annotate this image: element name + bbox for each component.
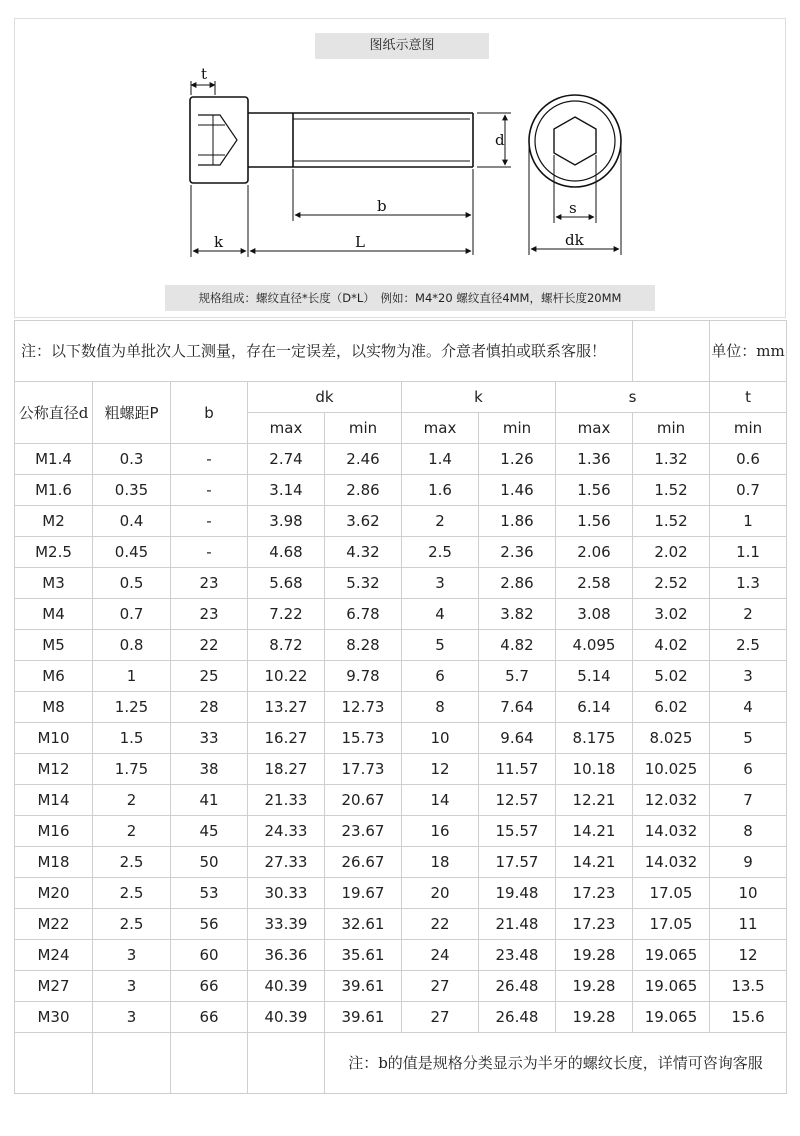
table-cell: 14.032 — [633, 847, 710, 878]
table-cell: 2.86 — [479, 568, 556, 599]
table-cell: 24.33 — [248, 816, 325, 847]
table-row — [15, 723, 787, 754]
table-cell: 12.032 — [633, 785, 710, 816]
table-cell: 53 — [171, 878, 248, 909]
dim-label-s: s — [569, 199, 577, 217]
dim-label-d: d — [495, 131, 505, 149]
table-cell: 45 — [171, 816, 248, 847]
table-cell: 1.75 — [93, 754, 171, 785]
table-cell: 23 — [171, 568, 248, 599]
table-cell: 32.61 — [325, 909, 402, 940]
table-row — [15, 568, 787, 599]
table-cell: 1.3 — [710, 568, 787, 599]
table-cell: 19.28 — [556, 940, 633, 971]
table-row — [15, 444, 787, 475]
table-cell: 5.02 — [633, 661, 710, 692]
table-cell: 36.36 — [248, 940, 325, 971]
table-cell: 2.46 — [325, 444, 402, 475]
table-cell: 38 — [171, 754, 248, 785]
table-cell: 26.48 — [479, 1002, 556, 1033]
table-cell: 23.48 — [479, 940, 556, 971]
table-cell: 0.4 — [93, 506, 171, 537]
table-cell: 6.78 — [325, 599, 402, 630]
table-cell: 27.33 — [248, 847, 325, 878]
table-cell: 9.78 — [325, 661, 402, 692]
table-cell: 66 — [171, 971, 248, 1002]
table-row — [15, 754, 787, 785]
table-row — [15, 537, 787, 568]
table-cell: 12.73 — [325, 692, 402, 723]
header-dk: dk — [248, 382, 402, 413]
table-cell: 10.22 — [248, 661, 325, 692]
table-cell: 26.48 — [479, 971, 556, 1002]
blank-cell — [171, 1033, 248, 1094]
table-cell: M30 — [15, 1002, 93, 1033]
header-t: t — [710, 382, 787, 413]
table-cell: 1.5 — [93, 723, 171, 754]
table-cell: 1.32 — [633, 444, 710, 475]
header-k-max: max — [402, 413, 479, 444]
table-cell: 39.61 — [325, 1002, 402, 1033]
table-cell: 4.095 — [556, 630, 633, 661]
dim-label-t: t — [201, 65, 208, 83]
dim-label-L: L — [355, 233, 365, 251]
table-cell: 6.02 — [633, 692, 710, 723]
table-cell: 11.57 — [479, 754, 556, 785]
table-cell: 1.6 — [402, 475, 479, 506]
table-cell: 2.58 — [556, 568, 633, 599]
table-cell: 2.5 — [93, 909, 171, 940]
blank-cell — [633, 321, 710, 382]
table-cell: 1.25 — [93, 692, 171, 723]
table-row — [15, 692, 787, 723]
table-cell: 33 — [171, 723, 248, 754]
table-cell: 0.45 — [93, 537, 171, 568]
table-cell: 4.82 — [479, 630, 556, 661]
table-cell: 21.48 — [479, 909, 556, 940]
table-cell: 35.61 — [325, 940, 402, 971]
table-cell: M20 — [15, 878, 93, 909]
table-cell: 14.032 — [633, 816, 710, 847]
table-cell: 9.64 — [479, 723, 556, 754]
table-cell: M4 — [15, 599, 93, 630]
table-cell: 12.57 — [479, 785, 556, 816]
table-cell: 39.61 — [325, 971, 402, 1002]
table-cell: 8.28 — [325, 630, 402, 661]
table-cell: 8.72 — [248, 630, 325, 661]
table-cell: 18 — [402, 847, 479, 878]
table-cell: 28 — [171, 692, 248, 723]
table-cell: 17.73 — [325, 754, 402, 785]
table-cell: 2 — [402, 506, 479, 537]
table-cell: 17.05 — [633, 909, 710, 940]
table-cell: M10 — [15, 723, 93, 754]
header-k-min: min — [479, 413, 556, 444]
table-cell: 19.065 — [633, 1002, 710, 1033]
table-cell: 27 — [402, 1002, 479, 1033]
spec-table — [14, 320, 787, 1094]
table-cell: 10.025 — [633, 754, 710, 785]
table-row — [15, 940, 787, 971]
table-row — [15, 475, 787, 506]
table-cell: 3.14 — [248, 475, 325, 506]
table-cell: 2.74 — [248, 444, 325, 475]
table-cell: M2 — [15, 506, 93, 537]
table-cell: 22 — [402, 909, 479, 940]
blank-cell — [93, 1033, 171, 1094]
table-cell: 4 — [710, 692, 787, 723]
table-row — [15, 630, 787, 661]
table-cell: 8 — [402, 692, 479, 723]
table-cell: 3.62 — [325, 506, 402, 537]
table-cell: M24 — [15, 940, 93, 971]
drawing-title: 图纸示意图 — [315, 33, 489, 59]
table-row — [15, 599, 787, 630]
header-k: k — [402, 382, 556, 413]
table-cell: 50 — [171, 847, 248, 878]
table-cell: 7 — [710, 785, 787, 816]
table-cell: 12 — [402, 754, 479, 785]
table-cell: 14 — [402, 785, 479, 816]
table-cell: 1.4 — [402, 444, 479, 475]
drawing-caption: 规格组成：螺纹直径*长度（D*L） 例如：M4*20 螺纹直径4MM，螺杆长度20MM — [165, 285, 655, 311]
table-cell: 6.14 — [556, 692, 633, 723]
bolt-diagram — [15, 19, 787, 279]
table-cell: 19.48 — [479, 878, 556, 909]
table-cell: 4 — [402, 599, 479, 630]
table-cell: 15.57 — [479, 816, 556, 847]
table-cell: 3.08 — [556, 599, 633, 630]
table-cell: 4.68 — [248, 537, 325, 568]
table-cell: 27 — [402, 971, 479, 1002]
table-cell: 16.27 — [248, 723, 325, 754]
table-cell: 19.065 — [633, 940, 710, 971]
table-cell: 26.67 — [325, 847, 402, 878]
table-cell: 15.6 — [710, 1002, 787, 1033]
table-cell: 2.5 — [93, 847, 171, 878]
header-s-max: max — [556, 413, 633, 444]
table-cell: 10 — [402, 723, 479, 754]
table-cell: 23 — [171, 599, 248, 630]
table-cell: 40.39 — [248, 971, 325, 1002]
table-cell: 7.64 — [479, 692, 556, 723]
table-cell: 2.5 — [402, 537, 479, 568]
table-cell: 3.02 — [633, 599, 710, 630]
table-cell: 19.28 — [556, 1002, 633, 1033]
table-cell: 24 — [402, 940, 479, 971]
header-b: b — [171, 382, 248, 444]
table-cell: 17.05 — [633, 878, 710, 909]
table-cell: 8.175 — [556, 723, 633, 754]
table-cell: 5.32 — [325, 568, 402, 599]
table-cell: 33.39 — [248, 909, 325, 940]
table-cell: 3.82 — [479, 599, 556, 630]
table-cell: 0.6 — [710, 444, 787, 475]
blank-cell — [15, 1033, 93, 1094]
table-cell: 1.46 — [479, 475, 556, 506]
header-t-min: min — [710, 413, 787, 444]
table-cell: 19.065 — [633, 971, 710, 1002]
table-cell: 23.67 — [325, 816, 402, 847]
table-cell: - — [171, 475, 248, 506]
table-cell: - — [171, 444, 248, 475]
table-cell: 2.02 — [633, 537, 710, 568]
table-cell: 17.57 — [479, 847, 556, 878]
table-cell: 30.33 — [248, 878, 325, 909]
table-cell: M22 — [15, 909, 93, 940]
table-cell: 16 — [402, 816, 479, 847]
table-cell: 17.23 — [556, 878, 633, 909]
table-cell: 5.7 — [479, 661, 556, 692]
table-cell: 11 — [710, 909, 787, 940]
table-cell: 13.27 — [248, 692, 325, 723]
table-cell: 18.27 — [248, 754, 325, 785]
table-cell: M1.6 — [15, 475, 93, 506]
table-cell: 0.3 — [93, 444, 171, 475]
header-nominal: 公称直径d — [15, 382, 93, 444]
table-cell: 3.98 — [248, 506, 325, 537]
table-cell: 1.26 — [479, 444, 556, 475]
table-cell: 2 — [93, 785, 171, 816]
table-cell: - — [171, 537, 248, 568]
table-row — [15, 506, 787, 537]
table-cell: 6 — [710, 754, 787, 785]
dim-label-dk: dk — [565, 231, 584, 249]
table-cell: M8 — [15, 692, 93, 723]
table-cell: 1 — [93, 661, 171, 692]
table-cell: 2 — [93, 816, 171, 847]
table-cell: 14.21 — [556, 847, 633, 878]
table-cell: 5.68 — [248, 568, 325, 599]
table-cell: 15.73 — [325, 723, 402, 754]
table-cell: 17.23 — [556, 909, 633, 940]
table-cell: 3 — [710, 661, 787, 692]
table-row — [15, 847, 787, 878]
table-cell: 1 — [710, 506, 787, 537]
table-cell: 8.025 — [633, 723, 710, 754]
table-cell: 9 — [710, 847, 787, 878]
table-cell: 21.33 — [248, 785, 325, 816]
table-row — [15, 661, 787, 692]
table-cell: - — [171, 506, 248, 537]
table-row — [15, 878, 787, 909]
table-cell: 41 — [171, 785, 248, 816]
table-cell: 5 — [710, 723, 787, 754]
table-cell: 25 — [171, 661, 248, 692]
table-cell: 2.36 — [479, 537, 556, 568]
table-row — [15, 909, 787, 940]
table-cell: 1.1 — [710, 537, 787, 568]
table-row — [15, 816, 787, 847]
b-value-note: 注：b的值是规格分类显示为半牙的螺纹长度，详情可咨询客服 — [325, 1033, 787, 1094]
table-cell: M14 — [15, 785, 93, 816]
table-cell: 3 — [93, 1002, 171, 1033]
blank-cell — [248, 1033, 325, 1094]
table-cell: M6 — [15, 661, 93, 692]
table-cell: M16 — [15, 816, 93, 847]
table-cell: 2.86 — [325, 475, 402, 506]
unit-label: 单位：mm — [710, 321, 787, 382]
table-cell: 4.32 — [325, 537, 402, 568]
table-cell: 7.22 — [248, 599, 325, 630]
table-cell: 0.35 — [93, 475, 171, 506]
table-cell: 3 — [402, 568, 479, 599]
dim-label-b: b — [377, 197, 387, 215]
table-cell: 60 — [171, 940, 248, 971]
table-cell: 1.52 — [633, 506, 710, 537]
table-cell: 0.5 — [93, 568, 171, 599]
table-row — [15, 1002, 787, 1033]
table-cell: 1.56 — [556, 506, 633, 537]
table-cell: 5 — [402, 630, 479, 661]
table-cell: 66 — [171, 1002, 248, 1033]
table-cell: 20 — [402, 878, 479, 909]
table-cell: 1.86 — [479, 506, 556, 537]
table-cell: M5 — [15, 630, 93, 661]
table-cell: 10 — [710, 878, 787, 909]
table-cell: 3 — [93, 971, 171, 1002]
table-cell: M27 — [15, 971, 93, 1002]
technical-drawing — [14, 18, 786, 318]
table-cell: 20.67 — [325, 785, 402, 816]
table-cell: 12 — [710, 940, 787, 971]
table-cell: 10.18 — [556, 754, 633, 785]
table-row — [15, 971, 787, 1002]
table-cell: 14.21 — [556, 816, 633, 847]
table-cell: 22 — [171, 630, 248, 661]
table-cell: 2.5 — [93, 878, 171, 909]
table-cell: 0.7 — [710, 475, 787, 506]
header-pitch: 粗螺距P — [93, 382, 171, 444]
table-cell: 1.52 — [633, 475, 710, 506]
header-s-min: min — [633, 413, 710, 444]
table-cell: 40.39 — [248, 1002, 325, 1033]
table-cell: 0.7 — [93, 599, 171, 630]
table-cell: M12 — [15, 754, 93, 785]
table-cell: M2.5 — [15, 537, 93, 568]
table-cell: 2 — [710, 599, 787, 630]
measurement-note: 注：以下数值为单批次人工测量，存在一定误差，以实物为准。介意者慎拍或联系客服！ — [15, 321, 633, 382]
table-cell: M3 — [15, 568, 93, 599]
table-row — [15, 785, 787, 816]
header-dk-min: min — [325, 413, 402, 444]
table-cell: M1.4 — [15, 444, 93, 475]
table-cell: 2.52 — [633, 568, 710, 599]
table-cell: 2.06 — [556, 537, 633, 568]
table-cell: 3 — [93, 940, 171, 971]
table-cell: 13.5 — [710, 971, 787, 1002]
table-cell: 1.36 — [556, 444, 633, 475]
table-cell: 4.02 — [633, 630, 710, 661]
table-cell: 19.67 — [325, 878, 402, 909]
table-cell: 5.14 — [556, 661, 633, 692]
table-cell: 2.5 — [710, 630, 787, 661]
table-cell: 56 — [171, 909, 248, 940]
table-cell: 0.8 — [93, 630, 171, 661]
dim-label-k: k — [214, 233, 224, 251]
header-dk-max: max — [248, 413, 325, 444]
table-cell: 8 — [710, 816, 787, 847]
table-cell: 1.56 — [556, 475, 633, 506]
table-cell: 12.21 — [556, 785, 633, 816]
table-cell: M18 — [15, 847, 93, 878]
header-s: s — [556, 382, 710, 413]
table-cell: 19.28 — [556, 971, 633, 1002]
table-cell: 6 — [402, 661, 479, 692]
